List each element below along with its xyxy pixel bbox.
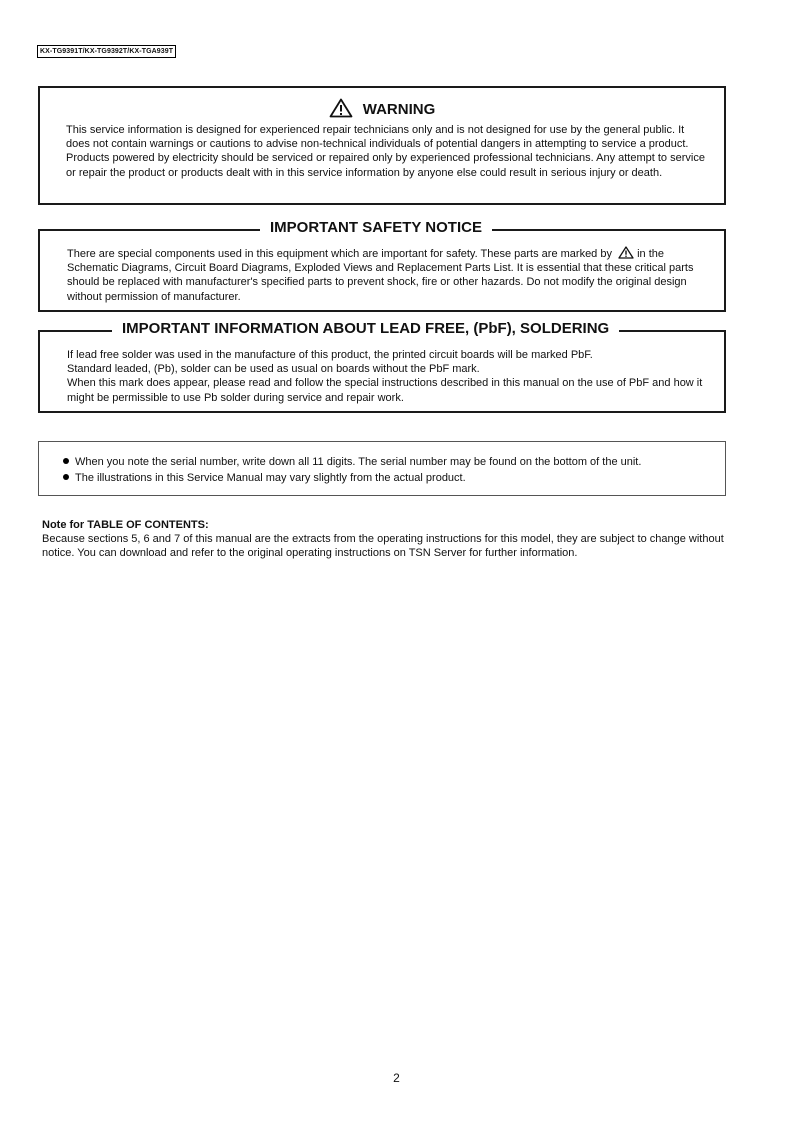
lead-free-title: IMPORTANT INFORMATION ABOUT LEAD FREE, (PbF), SOLDERING	[112, 320, 619, 337]
note-text: When you note the serial number, write down all 11 digits. The serial number may be found on the bottom of the unit.	[75, 456, 642, 468]
notes-list	[63, 454, 715, 486]
warning-triangle-icon	[329, 98, 353, 118]
toc-note-text: Because sections 5, 6 and 7 of this manual are the extracts from the operating instructions for this model, they are subject to change without notice. You can download and refer to the original operating instructions on TSN Server for further information.	[42, 533, 724, 559]
toc-note-heading: Note for TABLE OF CONTENTS:	[42, 519, 209, 531]
page-number: 2	[393, 1071, 400, 1085]
note-text: The illustrations in this Service Manual may vary slightly from the actual product.	[75, 472, 466, 484]
lead-free-line: Standard leaded, (Pb), solder can be used as usual on boards without the PbF mark.	[67, 363, 480, 376]
list-item	[63, 470, 715, 486]
lead-free-text	[67, 348, 710, 405]
safety-notice-text-part2: in the Schematic Diagrams, Circuit Board Diagrams, Exploded Views and Replacement Parts List. It is essential that these critical parts should be replaced with manufacturer's specified parts to prevent shock, fire or other hazards. Do not modify the original design without permission of manufacturer.	[67, 248, 694, 303]
bullet-icon	[63, 458, 69, 464]
notes-box	[38, 441, 726, 496]
list-item	[63, 454, 715, 470]
warning-title: WARNING	[362, 101, 436, 118]
safety-notice-title: IMPORTANT SAFETY NOTICE	[260, 219, 492, 236]
toc-note	[42, 518, 742, 560]
safety-notice-text	[67, 246, 710, 304]
lead-free-box	[38, 320, 726, 413]
bullet-icon	[63, 474, 69, 480]
warning-heading	[40, 98, 724, 118]
warning-triangle-icon	[618, 246, 634, 259]
safety-notice-text-part1: There are special components used in this equipment which are important for safety. These parts are marked by	[67, 248, 612, 260]
model-number-tag: KX-TG9391T/KX-TG9392T/KX-TGA939T	[37, 45, 176, 58]
warning-text: This service information is designed for experienced repair technicians only and is not designed for use by the general public. It does not contain warnings or cautions to advise non-technical individuals of potential dangers in attempting to service a product. Products powered by electricity should be serviced or repaired only by experienced professional technicians. Any attempt to service or repair the product or products dealt with in this service information by anyone else could result in serious injury or death.	[66, 124, 705, 179]
safety-notice-box	[38, 219, 726, 312]
lead-free-line: If lead free solder was used in the manufacture of this product, the printed circuit boards will be marked PbF.	[67, 349, 593, 361]
lead-free-line: When this mark does appear, please read and follow the special instructions described in this manual on the use of PbF and how it might be permissible to use Pb solder during service and repair work.	[67, 377, 703, 404]
warning-box	[38, 86, 726, 205]
